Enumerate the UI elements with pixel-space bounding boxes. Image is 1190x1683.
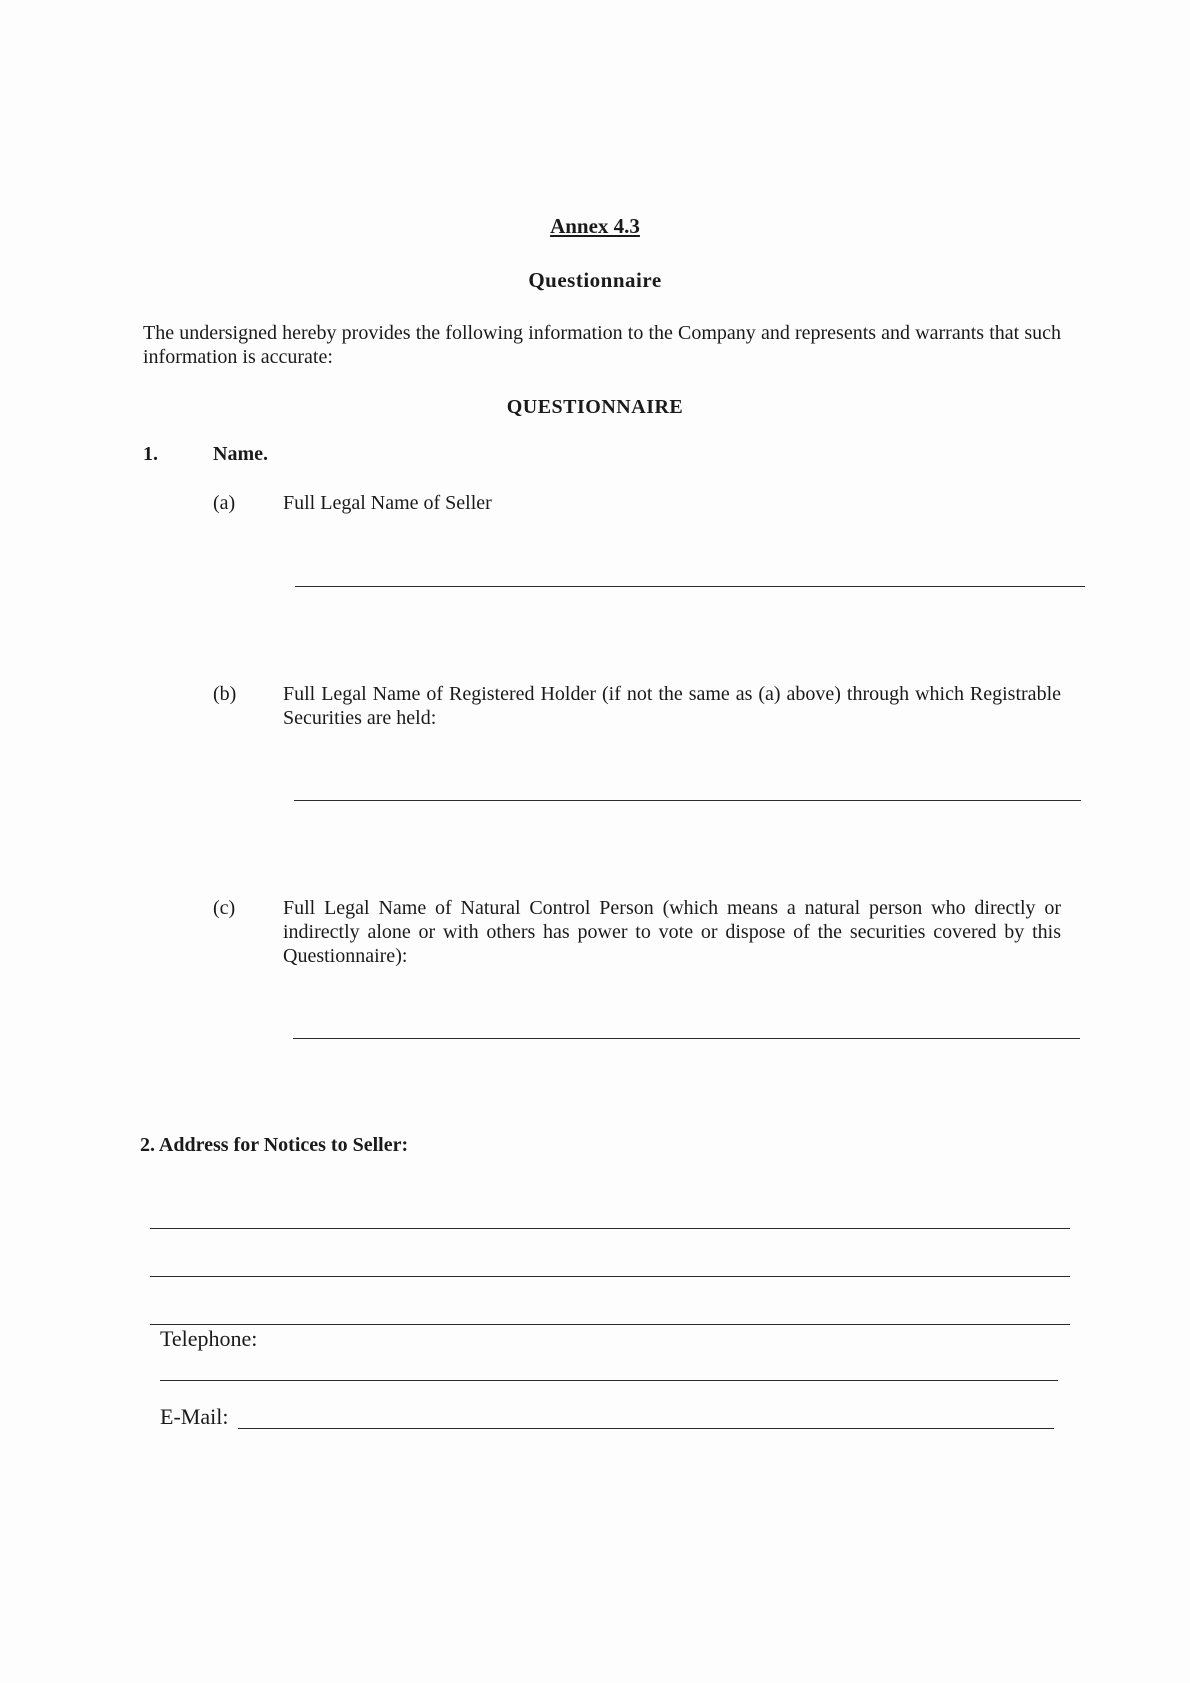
control-person-field[interactable]	[293, 1038, 1080, 1039]
email-label: E-Mail:	[160, 1404, 229, 1429]
questionnaire-title: Questionnaire	[528, 268, 662, 292]
item-c-label: (c)	[213, 897, 236, 919]
address-line-2[interactable]	[150, 1276, 1070, 1277]
annex-title: Annex 4.3	[550, 214, 640, 238]
section1-title: Name.	[213, 443, 268, 465]
telephone-label: Telephone:	[160, 1326, 258, 1351]
item-a-label: (a)	[213, 492, 236, 514]
item-b-label: (b)	[213, 683, 237, 705]
intro-paragraph: The undersigned hereby provides the following information to the Company and represents and warrants that such information is accurate:	[143, 322, 1061, 368]
seller-name-field[interactable]	[295, 586, 1085, 587]
email-field[interactable]	[238, 1428, 1054, 1429]
address-line-3[interactable]	[150, 1324, 1070, 1325]
section1-number: 1.	[143, 443, 158, 465]
telephone-field[interactable]	[160, 1380, 1058, 1381]
item-c-text: Full Legal Name of Natural Control Person (which means a natural person who directly or indirectly alone or with others has power to vote or dispose of the securities covered by this Questionnaire):	[283, 897, 1061, 967]
item-a-text: Full Legal Name of Seller	[283, 492, 492, 514]
item-b-text: Full Legal Name of Registered Holder (if not the same as (a) above) through which Registrable Securities are held:	[283, 683, 1061, 729]
section-heading: QUESTIONNAIRE	[506, 396, 684, 418]
address-line-1[interactable]	[150, 1228, 1070, 1229]
registered-holder-field[interactable]	[294, 800, 1081, 801]
section2-title: 2. Address for Notices to Seller:	[140, 1134, 409, 1156]
